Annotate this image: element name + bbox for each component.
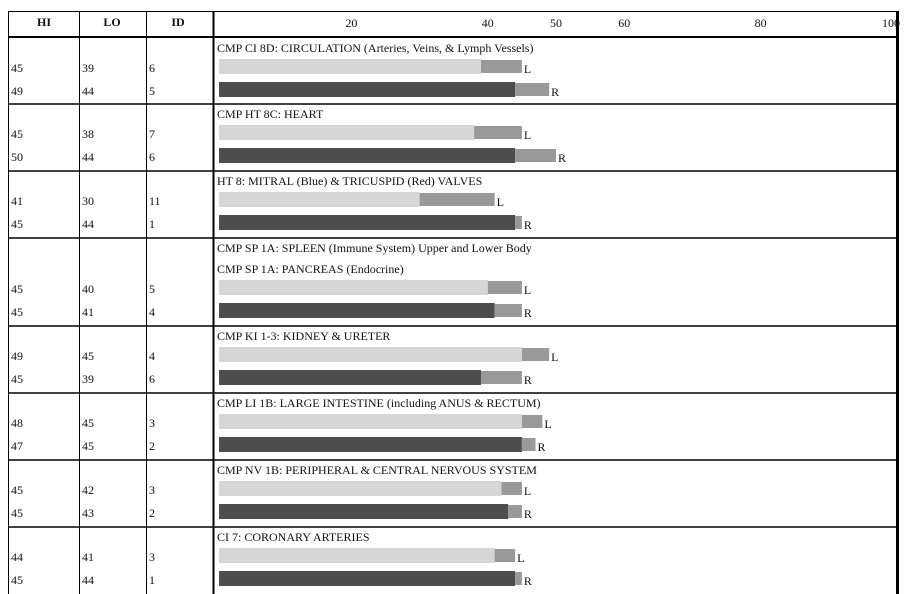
bar-range bbox=[522, 348, 549, 361]
row-hi-value: 45 bbox=[11, 127, 23, 141]
chart-group bbox=[11, 174, 532, 232]
header-id: ID bbox=[171, 15, 185, 29]
bar-base bbox=[219, 303, 495, 318]
bar-base bbox=[219, 571, 515, 586]
chart-group bbox=[11, 241, 532, 320]
row-hi-value: 45 bbox=[11, 61, 23, 75]
row-lo-value: 44 bbox=[82, 150, 94, 164]
row-id-value: 1 bbox=[149, 573, 155, 587]
bar-range bbox=[420, 193, 495, 206]
side-label-right: R bbox=[523, 218, 532, 232]
bar-base bbox=[219, 414, 522, 429]
bar-base bbox=[219, 82, 515, 97]
row-id-value: 4 bbox=[149, 305, 155, 319]
row-id-value: 6 bbox=[149, 150, 155, 164]
row-lo-value: 38 bbox=[82, 127, 94, 141]
row-lo-value: 43 bbox=[82, 506, 94, 520]
row-id-value: 5 bbox=[149, 84, 155, 98]
row-id-value: 3 bbox=[149, 483, 155, 497]
row-id-value: 11 bbox=[149, 194, 161, 208]
row-id-value: 2 bbox=[149, 439, 155, 453]
group-title: CMP NV 1B: PERIPHERAL & CENTRAL NERVOUS SYSTEM bbox=[217, 463, 537, 477]
x-tick-label: 40 bbox=[481, 16, 494, 30]
bar-range bbox=[515, 83, 549, 96]
row-hi-value: 41 bbox=[11, 194, 23, 208]
row-lo-value: 30 bbox=[82, 194, 94, 208]
bar-base bbox=[219, 437, 522, 452]
row-hi-value: 45 bbox=[11, 305, 23, 319]
side-label-right: R bbox=[523, 507, 532, 521]
group-title: CI 7: CORONARY ARTERIES bbox=[217, 530, 370, 544]
row-hi-value: 45 bbox=[11, 573, 23, 587]
x-tick-label: 80 bbox=[754, 16, 767, 30]
x-tick-label: 60 bbox=[618, 16, 631, 30]
group-title: CMP CI 8D: CIRCULATION (Arteries, Veins, & Lymph Vessels) bbox=[217, 41, 534, 55]
group-title: HT 8: MITRAL (Blue) & TRICUSPID (Red) VALVES bbox=[217, 174, 483, 188]
row-hi-value: 50 bbox=[11, 150, 23, 164]
side-label-right: R bbox=[523, 306, 532, 320]
chart-group bbox=[11, 329, 559, 387]
bar-range bbox=[474, 126, 522, 139]
side-label-left: L bbox=[517, 551, 525, 565]
bar-range bbox=[501, 482, 521, 495]
bar-range bbox=[508, 505, 522, 518]
bar-range bbox=[522, 438, 536, 451]
row-lo-value: 44 bbox=[82, 217, 94, 231]
bar-base bbox=[219, 148, 515, 163]
chart-group bbox=[11, 530, 532, 588]
row-hi-value: 47 bbox=[11, 439, 23, 453]
row-lo-value: 41 bbox=[82, 305, 94, 319]
group-title: CMP HT 8C: HEART bbox=[217, 107, 324, 121]
bar-range bbox=[495, 549, 515, 562]
group-title: CMP SP 1A: SPLEEN (Immune System) Upper and Lower Body bbox=[217, 241, 532, 255]
side-label-left: L bbox=[523, 484, 532, 498]
row-id-value: 3 bbox=[149, 550, 155, 564]
group-title: CMP LI 1B: LARGE INTESTINE (including ANUS & RECTUM) bbox=[217, 396, 541, 410]
row-id-value: 4 bbox=[149, 349, 155, 363]
row-lo-value: 45 bbox=[82, 416, 94, 430]
bar-base bbox=[219, 125, 474, 140]
side-label-left: L bbox=[523, 128, 532, 142]
bar-range bbox=[515, 216, 522, 229]
row-lo-value: 39 bbox=[82, 372, 94, 386]
side-label-left: L bbox=[523, 283, 532, 297]
row-hi-value: 45 bbox=[11, 372, 23, 386]
side-label-right: R bbox=[523, 574, 532, 588]
group-title: CMP SP 1A: PANCREAS (Endocrine) bbox=[217, 262, 404, 276]
chart-group bbox=[11, 463, 537, 521]
x-axis-ticks bbox=[345, 16, 900, 30]
side-label-left: L bbox=[544, 417, 552, 431]
side-label-right: R bbox=[558, 151, 567, 165]
x-tick-label: 50 bbox=[550, 16, 562, 30]
header-row bbox=[37, 15, 185, 29]
row-id-value: 3 bbox=[149, 416, 155, 430]
bar-range bbox=[515, 149, 556, 162]
bar-base bbox=[219, 548, 495, 563]
bar-range bbox=[495, 304, 522, 317]
row-id-value: 7 bbox=[149, 127, 155, 141]
bar-range bbox=[515, 572, 522, 585]
row-lo-value: 44 bbox=[82, 573, 94, 587]
row-lo-value: 39 bbox=[82, 61, 94, 75]
bar-base bbox=[219, 370, 481, 385]
x-tick-label: 100 bbox=[882, 16, 900, 30]
bar-base bbox=[219, 215, 515, 230]
bar-base bbox=[219, 481, 501, 496]
bar-base bbox=[219, 192, 420, 207]
row-id-value: 6 bbox=[149, 372, 155, 386]
bar-range bbox=[488, 281, 522, 294]
row-id-value: 1 bbox=[149, 217, 155, 231]
row-hi-value: 45 bbox=[11, 282, 23, 296]
chart-groups bbox=[11, 41, 566, 588]
bar-base bbox=[219, 504, 508, 519]
row-hi-value: 45 bbox=[11, 483, 23, 497]
group-title: CMP KI 1-3: KIDNEY & URETER bbox=[217, 329, 391, 343]
bar-base bbox=[219, 347, 522, 362]
side-label-right: R bbox=[537, 440, 546, 454]
chart-group bbox=[11, 396, 552, 454]
row-hi-value: 45 bbox=[11, 217, 23, 231]
chart-group bbox=[11, 41, 559, 99]
header-hi: HI bbox=[36, 15, 52, 29]
row-hi-value: 49 bbox=[11, 349, 23, 363]
side-label-left: L bbox=[496, 195, 504, 209]
bar-base bbox=[219, 280, 488, 295]
side-label-right: R bbox=[523, 373, 532, 387]
bar-range bbox=[522, 415, 542, 428]
side-label-left: L bbox=[523, 62, 532, 76]
side-label-left: L bbox=[551, 350, 559, 364]
row-hi-value: 48 bbox=[11, 416, 23, 430]
header-lo: LO bbox=[103, 15, 121, 29]
row-id-value: 5 bbox=[149, 282, 155, 296]
row-hi-value: 49 bbox=[11, 84, 23, 98]
row-lo-value: 41 bbox=[82, 550, 94, 564]
chart-group bbox=[11, 107, 566, 165]
row-lo-value: 42 bbox=[82, 483, 94, 497]
bar-range bbox=[481, 60, 522, 73]
row-hi-value: 44 bbox=[11, 550, 23, 564]
row-lo-value: 40 bbox=[82, 282, 94, 296]
bar-range bbox=[481, 371, 522, 384]
row-id-value: 2 bbox=[149, 506, 155, 520]
row-lo-value: 44 bbox=[82, 84, 94, 98]
x-tick-label: 20 bbox=[345, 16, 358, 30]
row-hi-value: 45 bbox=[11, 506, 23, 520]
row-id-value: 6 bbox=[149, 61, 155, 75]
side-label-right: R bbox=[551, 85, 560, 99]
bar-base bbox=[219, 59, 481, 74]
row-lo-value: 45 bbox=[82, 349, 94, 363]
row-lo-value: 45 bbox=[82, 439, 94, 453]
